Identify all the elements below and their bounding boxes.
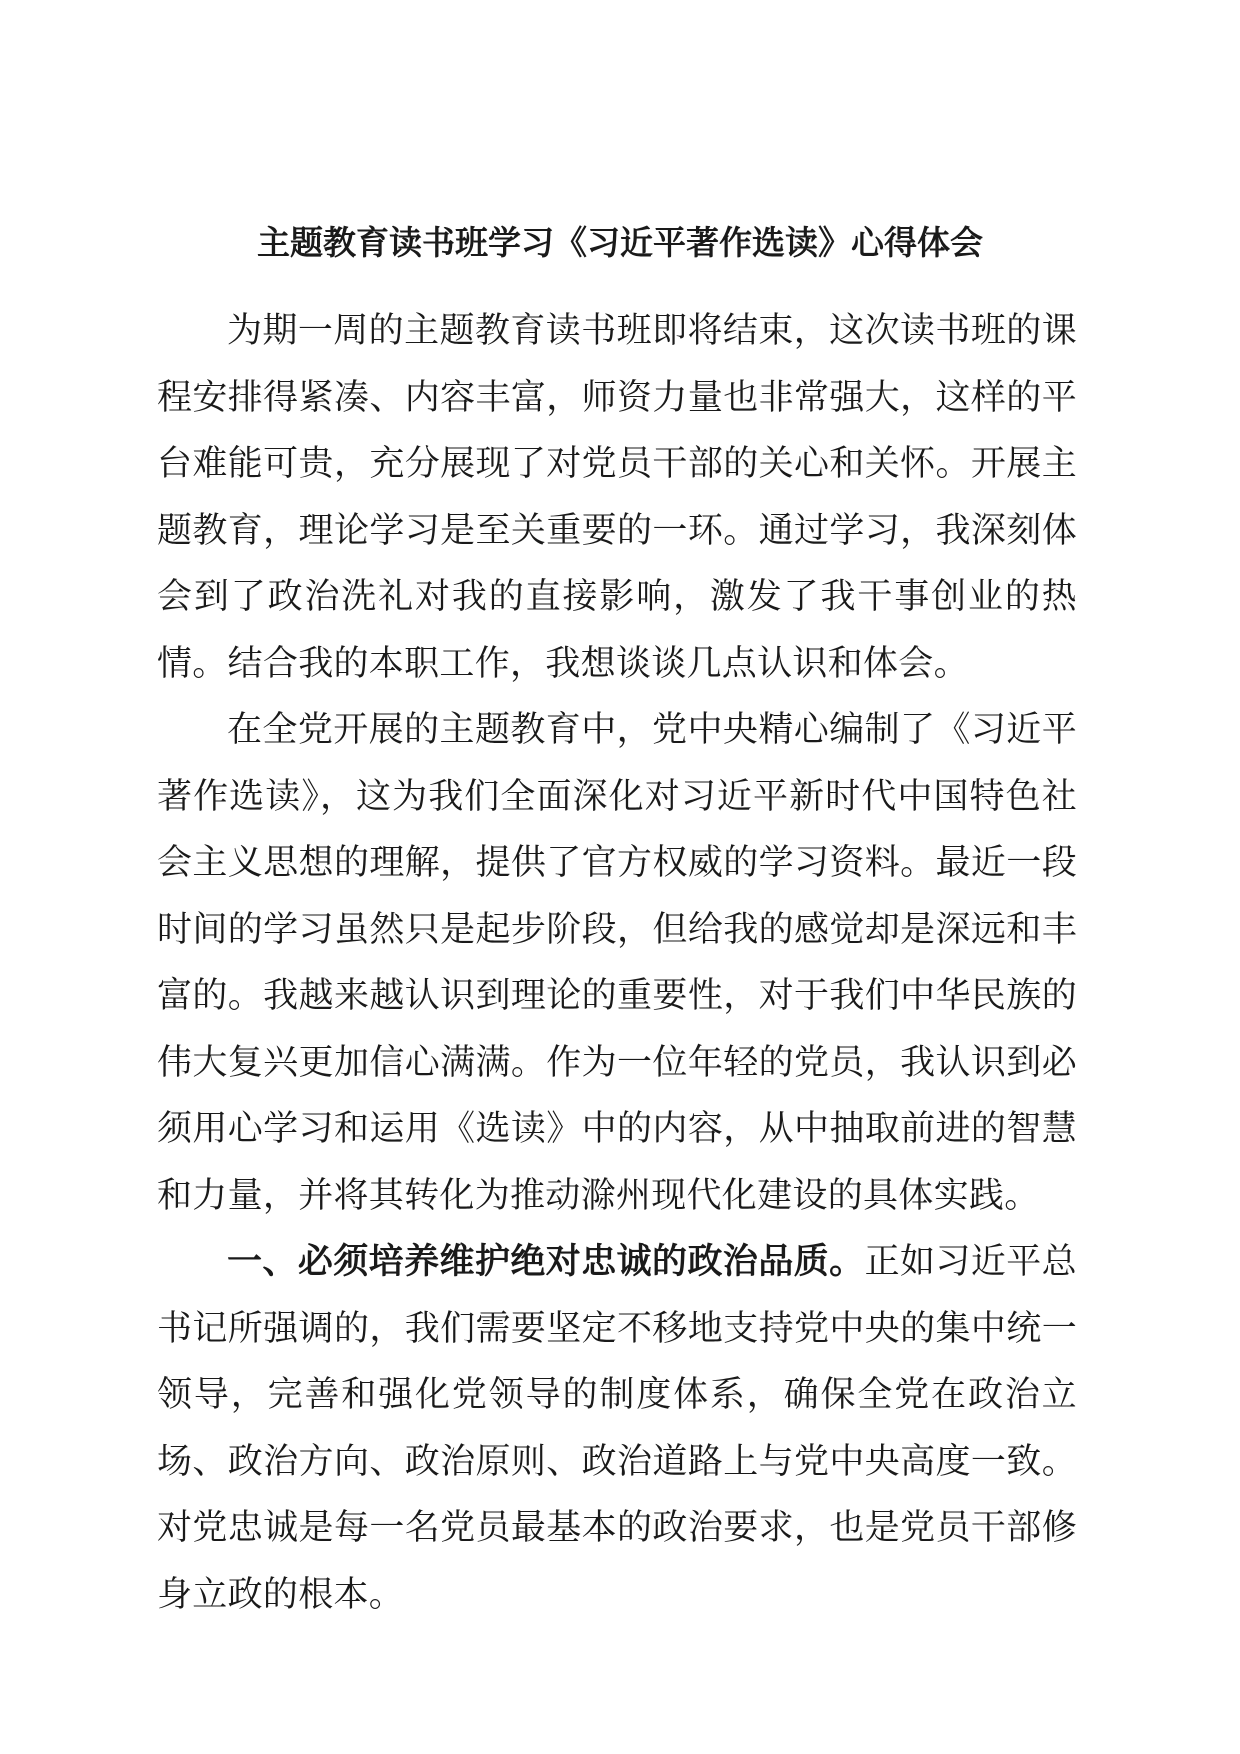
paragraph-text: 为期一周的主题教育读书班即将结束，这次读书班的课程安排得紧凑、内容丰富，师资力量也非常强大，这样的平台难能可贵，充分展现了对党员干部的关心和关怀。开展主题教育，理论学习是至关重要的一环。通过学习，我深刻体会到了政治洗礼对我的直接影响，激发了我干事创业的热情。结合我的本职工作，我想谈谈几点认识和体会。 xyxy=(157,311,1077,684)
paragraph-text: 正如习近平总书记所强调的，我们需要坚定不移地支持党中央的集中统一领导，完善和强化党领导的制度体系，确保全党在政治立场、政治方向、政治原则、政治道路上与党中央高度一致。对党忠诚是每一名党员最基本的政治要求，也是党员干部修身立政的根本。 xyxy=(157,1242,1077,1615)
paragraph-loyalty xyxy=(157,1229,1077,1628)
paragraph-lead-heading: 一、必须培养维护绝对忠诚的政治品质。 xyxy=(227,1242,865,1282)
document-body xyxy=(157,298,1077,1628)
document-title: 主题教育读书班学习《习近平著作选读》心得体会 xyxy=(257,223,983,262)
paragraph-text: 在全党开展的主题教育中，党中央精心编制了《习近平著作选读》，这为我们全面深化对习近平新时代中国特色社会主义思想的理解，提供了官方权威的学习资料。最近一段时间的学习虽然只是起步阶段，但给我的感觉却是深远和丰富的。我越来越认识到理论的重要性，对于我们中华民族的伟大复兴更加信心满满。作为一位年轻的党员，我认识到必须用心学习和运用《选读》中的内容，从中抽取前进的智慧和力量，并将其转化为推动滁州现代化建设的具体实践。 xyxy=(157,710,1077,1216)
paragraph-intro xyxy=(157,298,1077,697)
paragraph-study xyxy=(157,697,1077,1229)
